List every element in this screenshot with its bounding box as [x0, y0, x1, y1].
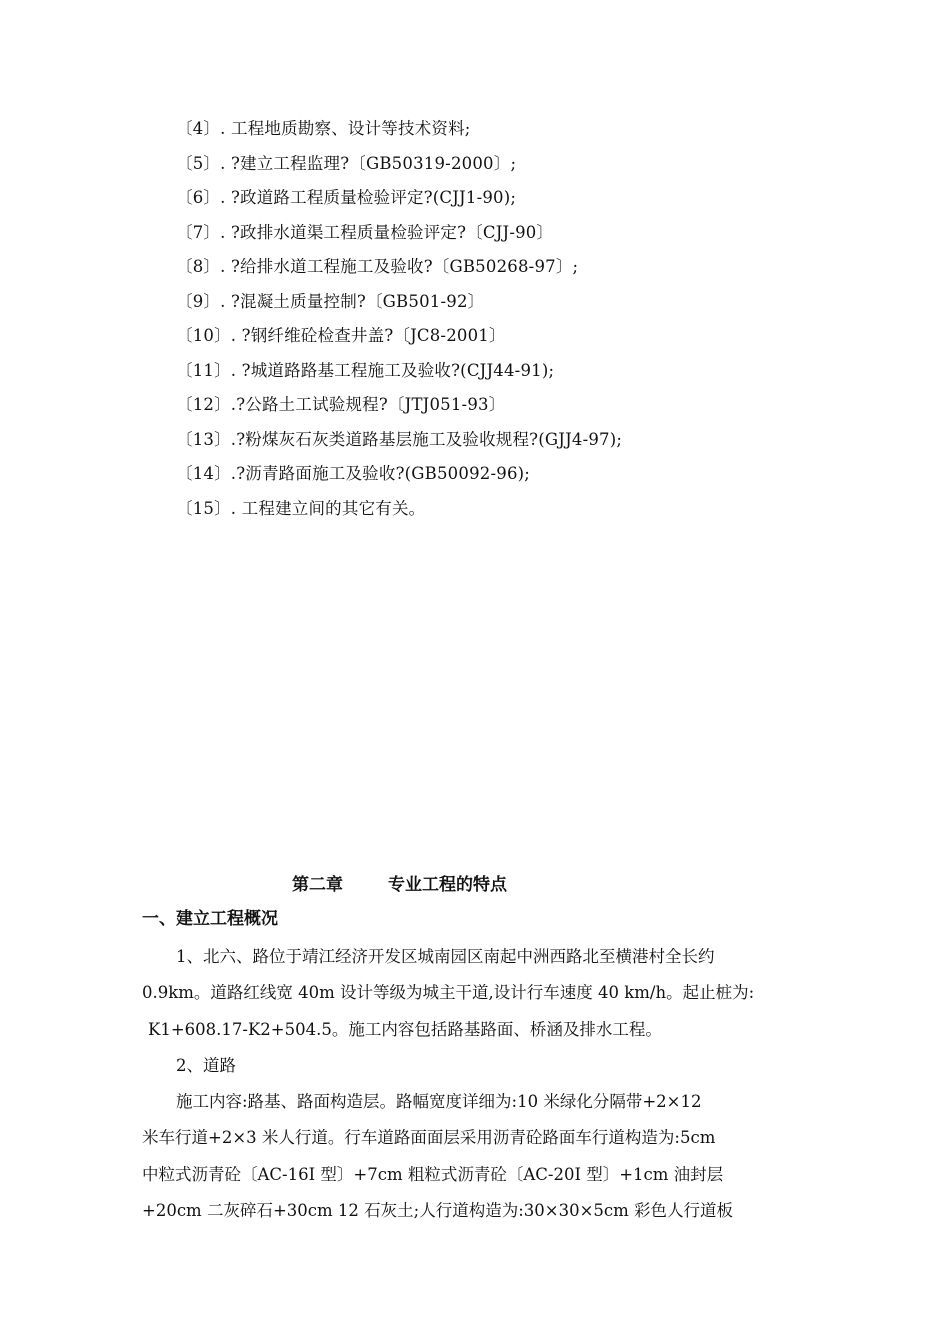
reference-item: 〔12〕.?公路土工试验规程?〔JTJ051-93〕: [176, 395, 506, 414]
reference-item: 〔5〕. ?建立工程监理?〔GB50319-2000〕;: [176, 153, 517, 173]
paragraph-line: 中粒式沥青砼〔AC-16Ⅰ 型〕+7cm 粗粒式沥青砼〔AC-20Ⅰ 型〕+1cm 油封层: [142, 1164, 724, 1184]
section-heading: 一、建立工程概况: [142, 909, 278, 929]
body-text: [142, 939, 818, 1229]
paragraph-line: 0.9km。道路红线宽 40m 设计等级为城主干道,设计行车速度 40 km/h。起止桩为:: [142, 983, 755, 1003]
paragraph-line: 施工内容:路基、路面构造层。路幅宽度详细为:10 米绿化分隔带+2×12: [176, 1092, 702, 1112]
reference-item: 〔8〕. ?给排水道工程施工及验收?〔GB50268-97〕;: [176, 257, 579, 276]
reference-item: 〔14〕.?沥青路面施工及验收?(GB50092-96);: [176, 464, 531, 483]
reference-item: 〔10〕. ?钢纤维砼检查井盖?〔JC8-2001〕: [176, 326, 506, 345]
paragraph-line: K1+608.17-K2+504.5。施工内容包括路基路面、桥涵及排水工程。: [148, 1019, 662, 1039]
reference-item: 〔11〕. ?城道路路基工程施工及验收?(CJJ44-91);: [176, 360, 555, 380]
paragraph-line: 米车行道+2×3 米人行道。行车道路面面层采用沥青砼路面车行道构造为:5cm: [142, 1128, 716, 1148]
reference-list: [176, 112, 836, 526]
paragraph-line: 1、北六、路位于靖江经济开发区城南园区南起中洲西路北至横港村全长约: [176, 947, 715, 966]
chapter-number: 第二章: [292, 875, 343, 895]
reference-item: 〔7〕. ?政排水道渠工程质量检验评定?〔CJJ-90〕: [176, 222, 554, 242]
reference-item: 〔15〕. 工程建立间的其它有关。: [176, 498, 426, 518]
subsection-heading: 2、道路: [176, 1055, 236, 1075]
reference-item: 〔9〕. ?混凝土质量控制?〔GB501-92〕: [176, 291, 485, 311]
paragraph-line: +20cm 二灰碎石+30cm 12 石灰土;人行道构造为:30×30×5cm 彩色人行道板: [142, 1201, 734, 1221]
reference-item: 〔4〕. 工程地质勘察、设计等技术资料;: [176, 119, 471, 138]
chapter-name: 专业工程的特点: [388, 875, 507, 895]
reference-item: 〔6〕. ?政道路工程质量检验评定?(CJJ1-90);: [176, 188, 517, 207]
chapter-title: [292, 870, 507, 895]
reference-item: 〔13〕.?粉煤灰石灰类道路基层施工及验收规程?(GJJ4-97);: [176, 429, 623, 449]
